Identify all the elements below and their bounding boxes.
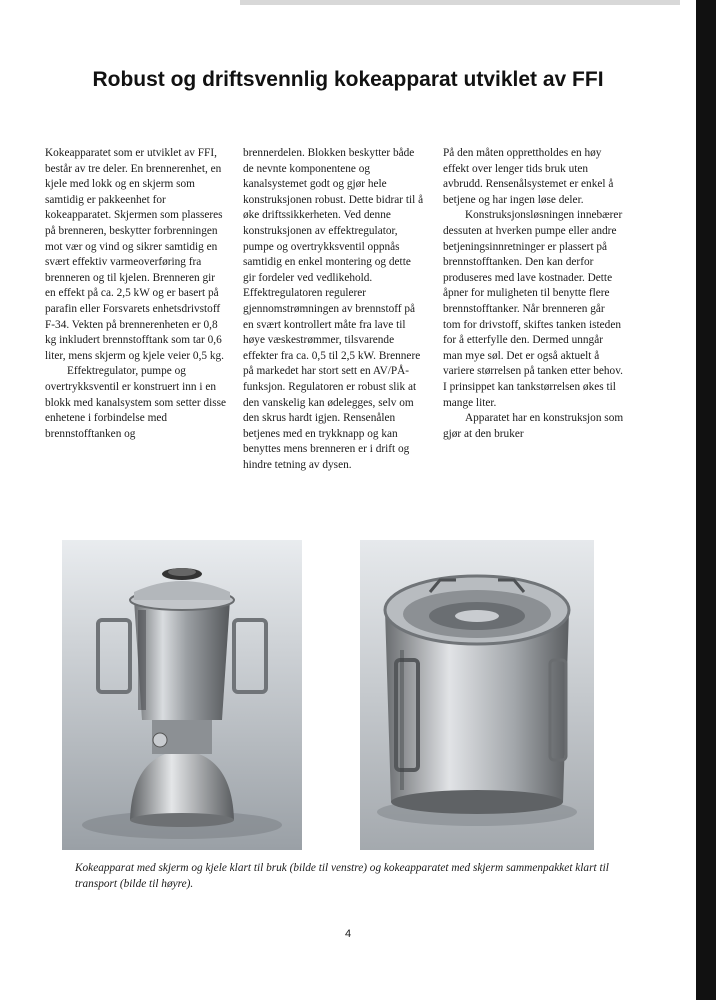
paragraph: På den måten opprettholdes en høy effekt over lenger tids bruk uten avbrudd. Rensenålsystemet er enkel å betjene og har ingen løse deler. bbox=[443, 147, 614, 206]
photo-stove-ready-to-use bbox=[62, 540, 302, 850]
page-number: 4 bbox=[344, 928, 352, 940]
text-column-3 bbox=[443, 146, 625, 442]
scan-edge-bar bbox=[696, 0, 716, 1000]
paragraph: Apparatet har en konstruksjon som gjør at den bruker bbox=[443, 412, 624, 440]
paragraph: Effektregulator, pumpe og overtrykksventil er konstruert inn i en blokk med kanalsystem som setter disse enhetene i forbindelse med brennstofftanken og bbox=[45, 365, 227, 440]
photo-stove-packed-for-transport bbox=[360, 540, 594, 850]
stove-packed-illustration bbox=[360, 540, 594, 850]
page-title: Robust og driftsvennlig kokeapparat utviklet av FFI bbox=[92, 68, 604, 91]
top-edge-strip bbox=[240, 0, 680, 5]
figure-caption: Kokeapparat med skjerm og kjele klart til bruk (bilde til venstre) og kokeapparatet med skjerm sammenpakket klart til transport (bilde til høyre). bbox=[75, 862, 609, 890]
paragraph: Konstruksjonsløsningen innebærer dessuten at hverken pumpe eller andre betjeningsinnretninger er plassert på brennstofftanken. Den kan derfor produseres med lave kostnader. Dette åpner for muligheten til benytte flere brennstofftanker. Når brenneren går tom for drivstoff, skiftes tanken isteden for å etterfylle den. Dermed unngår man mye søl. Det er også aktuelt å variere størrelsen på tanken etter behov. I prinsippet kan tankstørrelsen økes til mange liter. bbox=[443, 209, 623, 409]
paragraph: Kokeapparatet som er utviklet av FFI, består av tre deler. En brennerenhet, en kjele med lokk og en skjerm som samtidig er pakkeenhet for kokeapparatet. Skjermen som plasseres på brenneren, beskytter forbrenningen mot vær og vind og sikrer samtidig en svært effektiv varmeoverføring fra brenneren og til kjelen. Brenneren gir en effekt på ca. 2,5 kW og er basert på parafin eller Forsvarets enhetsdrivstoff F-34. Vekten på brennerenheten er 0,8 kg inkludert brennstofftank som tar 0,6 liter, mens skjerm og kjele veier 0,5 kg. bbox=[45, 147, 224, 362]
stove-assembled-illustration bbox=[62, 540, 302, 850]
paragraph: brennerdelen. Blokken beskytter både de nevnte komponentene og kanalsystemet godt og gjør hele konstruksjonen robust. Dette bidrar til å øke driftssikkerheten. Ved denne konstruksjonen av effektregulator, pumpe og overtrykksventil oppnås samtidig en enkel montering og dette gir fordeler ved vedlikehold. Effektregulatoren regulerer gjennomstrømningen av brennstoff på en svært kontrollert måte fra lave til høye væskestrømmer, tilsvarende effekter fra ca. 0,5 til 2,5 kW. Brennere på markedet har stort sett en AV/PÅ-funksjon. Regulatoren er robust slik at den vanskelig kan ødelegges, selv om den skrus hardt igjen. Rensenålen betjenes med en trykknapp og kan benyttes mens brenneren er i drift og hindre tetning av dysen. bbox=[243, 147, 424, 471]
text-column-1 bbox=[45, 146, 227, 442]
text-column-2 bbox=[243, 146, 425, 473]
